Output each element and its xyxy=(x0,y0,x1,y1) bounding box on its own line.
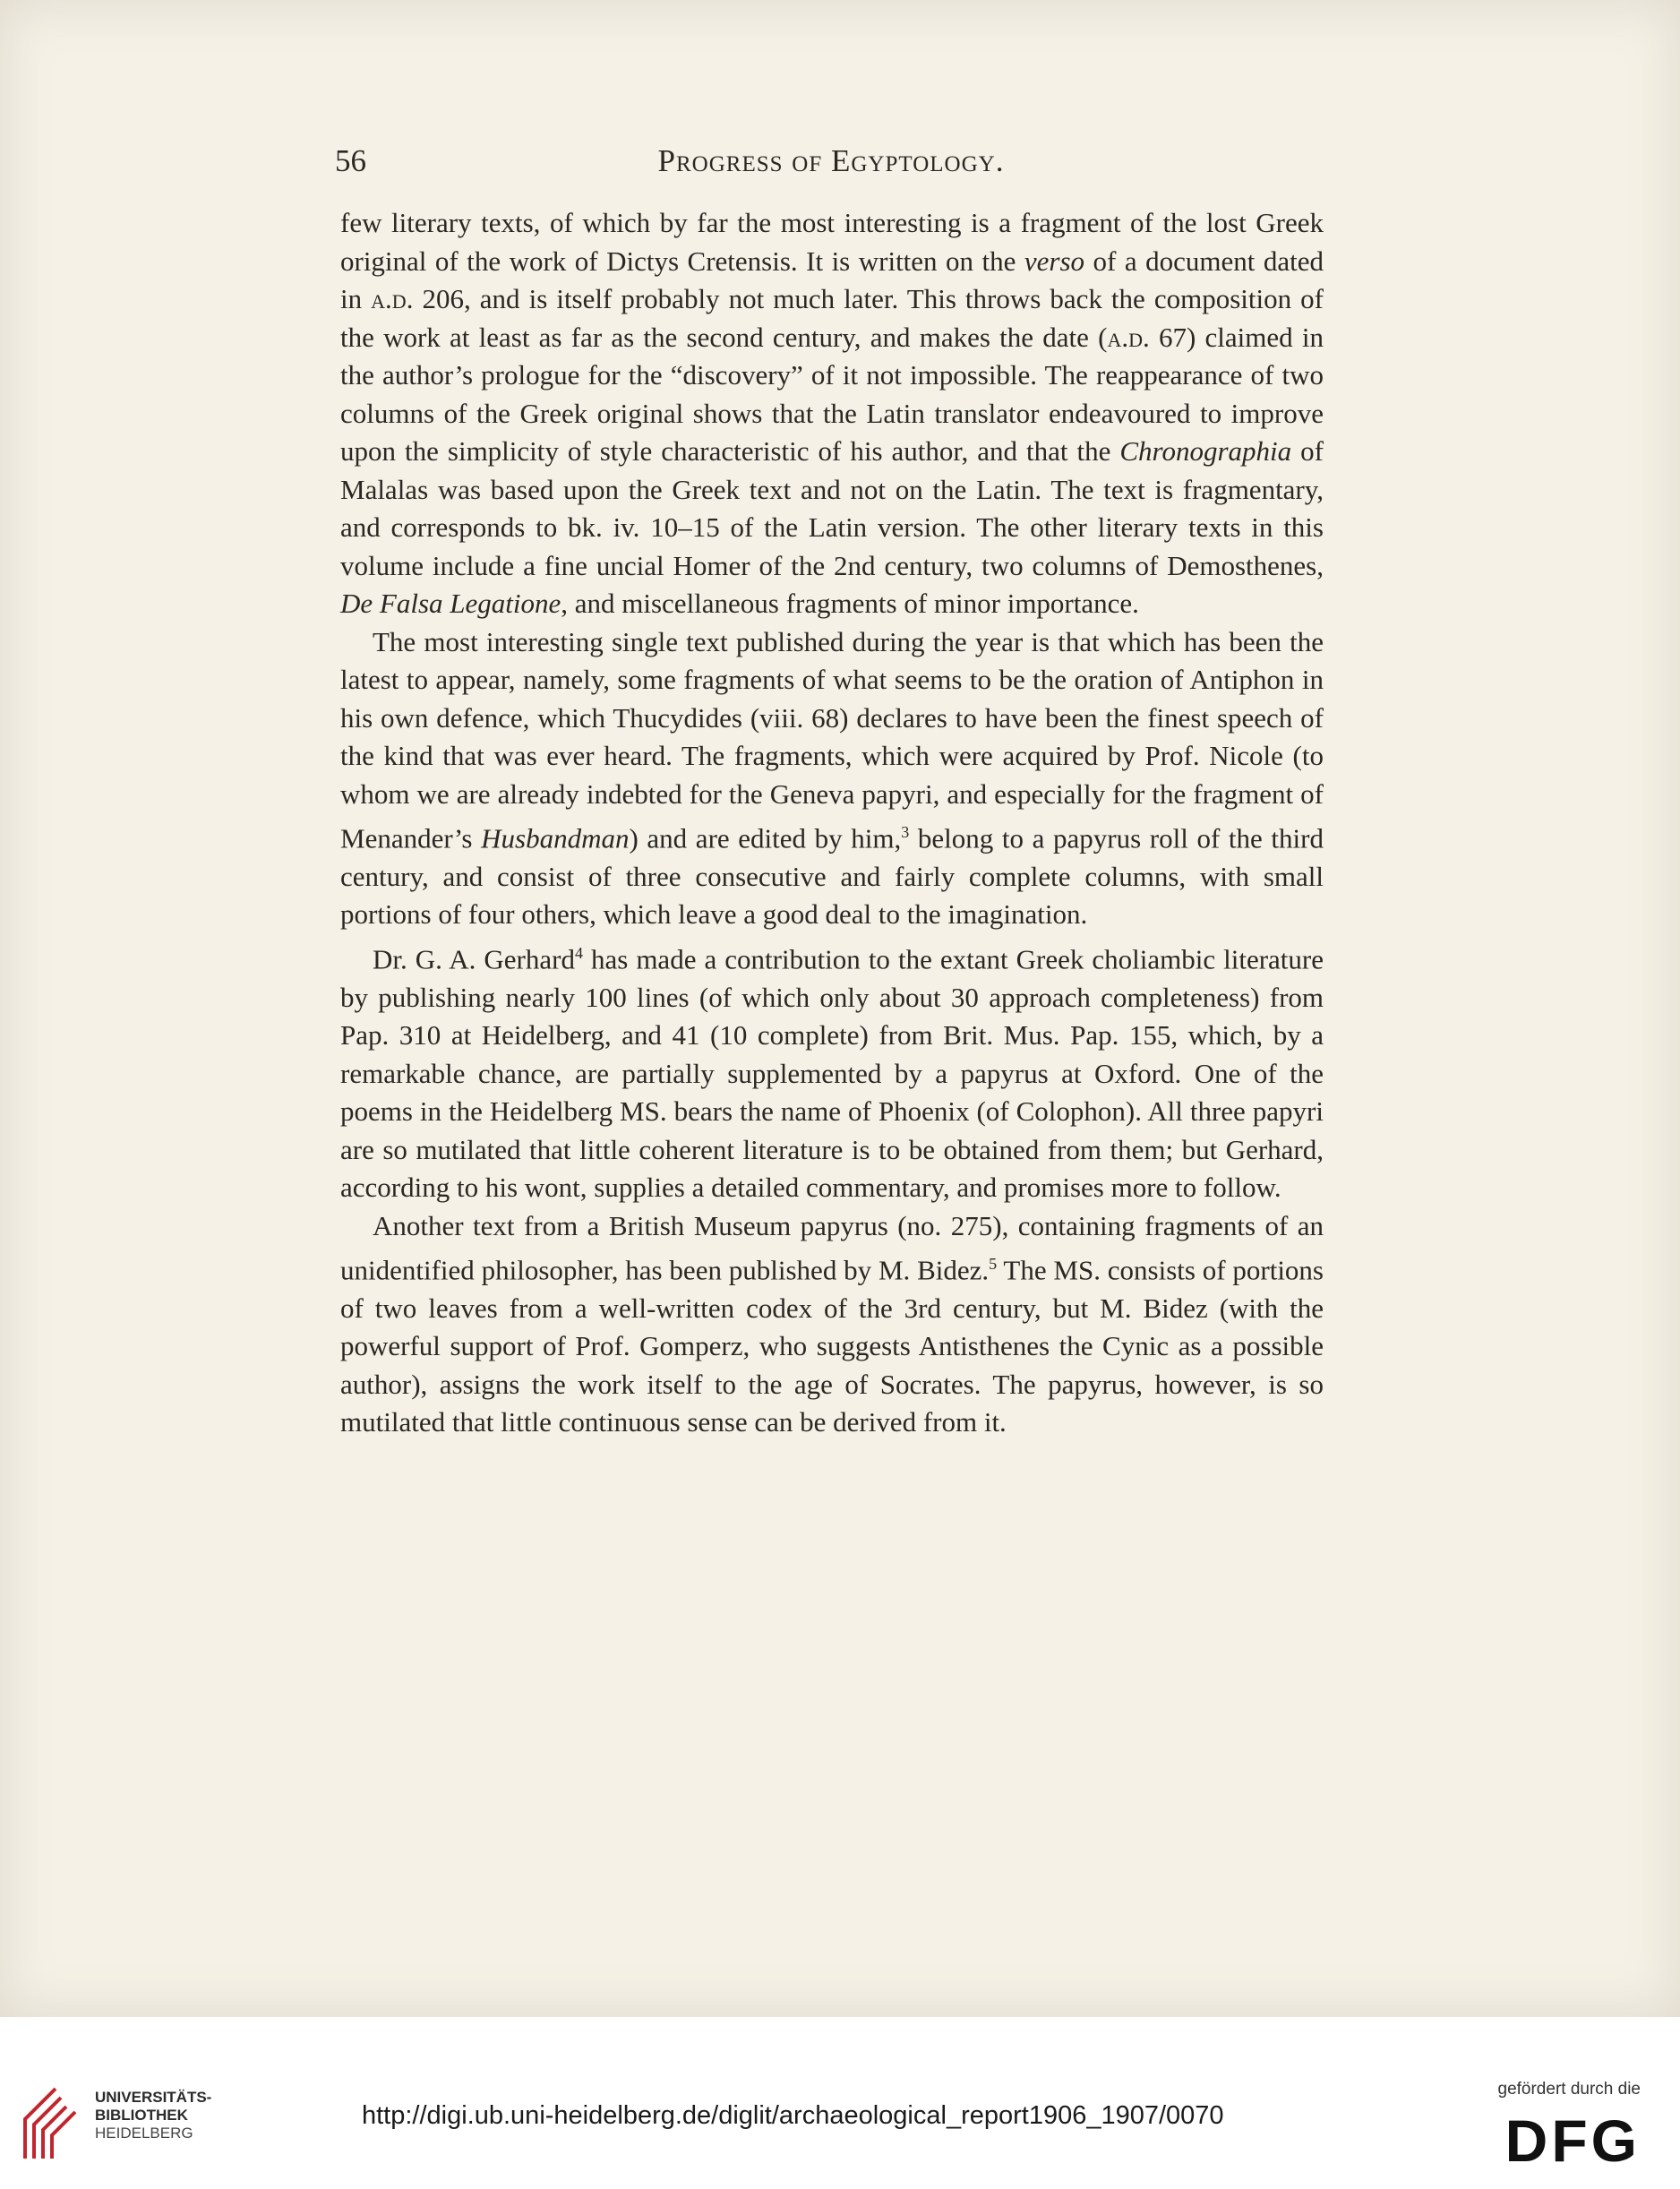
paragraph-gerhard: Dr. G. A. Gerhard$^4$ has made a contribution to the extant Greek choliambic literature by publishing nearly 100 lines (of which only about 30 approach completeness) from Pap. 310 at Heidelberg, and 41 (10 complete) from Brit. Mus. Pap. 155, which, by a remarkable chance, are partially supplemented by a papyrus at Oxford. One of the poems in the Heidelberg MS. bears the name of Phoenix (of Colophon). All three papyri are so mutilated that little coherent literature is to be obtained from them; but Gerhard, according to his wont, supplies a detailed commentary, and promises more to follow. xyxy=(340,943,1324,1204)
permalink-url[interactable]: http://digi.ub.uni-heidelberg.de/diglit/archaeological_report1906_1907/0070 xyxy=(362,2101,1224,2130)
library-name: UNIVERSITÄTS- BIBLIOTHEK HEIDELBERG xyxy=(95,2089,212,2142)
italic-de-falsa-legatione: De Falsa Legatione xyxy=(340,588,561,619)
italic-verso: verso xyxy=(1024,245,1085,277)
footnote-ref-3: 3 xyxy=(901,823,910,841)
footnote-ref-5: 5 xyxy=(989,1255,998,1274)
footer-bar xyxy=(0,2017,1680,2189)
italic-chronographia: Chronographia xyxy=(1119,435,1292,467)
paragraph-antiphon: The most interesting single text published during the year is that which has been the latest to appear, namely, some fragments of what seems to be the oration of Antiphon in his own defence, which Thucydides (viii. 68) declares to have been the finest speech of the kind that was ever heard. The fragments, which were acquired by Prof. Nicole (to whom we are already indebted for the Geneva papyri, and especially for the fragment of Menander’s Husbandman) and are edited by him,$^3$ belong to a papyrus roll of the third century, and consist of three consecutive and fairly complete columns, with small portions of four others, which leave a good deal to the imagination. xyxy=(340,625,1324,931)
page-number: 56 xyxy=(335,143,366,178)
page-header xyxy=(335,143,1327,186)
running-title: Progress of Egyptology. xyxy=(657,143,1005,178)
italic-husbandman: Husbandman xyxy=(481,822,630,854)
paragraph-bidez: Another text from a British Museum papyrus (no. 275), containing fragments of an unidentified philosopher, has been published by M. Bidez.$^5$ The MS. consists of portions of two leaves from a well-written codex of the 3rd century, but M. Bidez (with the powerful support of Prof. Gomperz, who suggests Antisthenes the Cynic as a possible author), assigns the work itself to the age of Socrates. The papyrus, however, is so mutilated that little continuous sense can be derived from it. xyxy=(340,1209,1324,1438)
dfg-logo: DFG xyxy=(1504,2107,1641,2174)
small-caps-ad: a.d. xyxy=(1107,321,1150,353)
paragraph-dictys: few literary texts, of which by far the most interesting is a fragment of the lost Greek original of the work of Dictys Cretensis. It is written on the verso of a document dated in a.d. 206, and is itself probably not much later. This throws back the composition of the work at least as far as the second century, and makes the date (a.d. 67) claimed in the author’s prologue for the “discovery” of it not impossible. The reappearance of two columns of the Greek original shows that the Latin translator endeavoured to improve upon the simplicity of style characteristic of his author, and that the Chronographia of Malalas was based upon the Greek text and not on the Latin. The text is fragmentary, and corresponds to bk. iv. 10–15 of the Latin version. The other literary texts in this volume include a fine uncial Homer of the 2nd century, two columns of Demosthenes, De Falsa Legatione, and miscellaneous fragments of minor importance. xyxy=(340,207,1324,619)
body-text xyxy=(340,204,1324,1442)
university-library-logo-icon xyxy=(20,2083,82,2160)
funded-by-label: gefördert durch die xyxy=(1497,2080,1641,2099)
small-caps-ad: a.d. xyxy=(371,283,414,314)
footnote-ref-4: 4 xyxy=(574,943,583,962)
